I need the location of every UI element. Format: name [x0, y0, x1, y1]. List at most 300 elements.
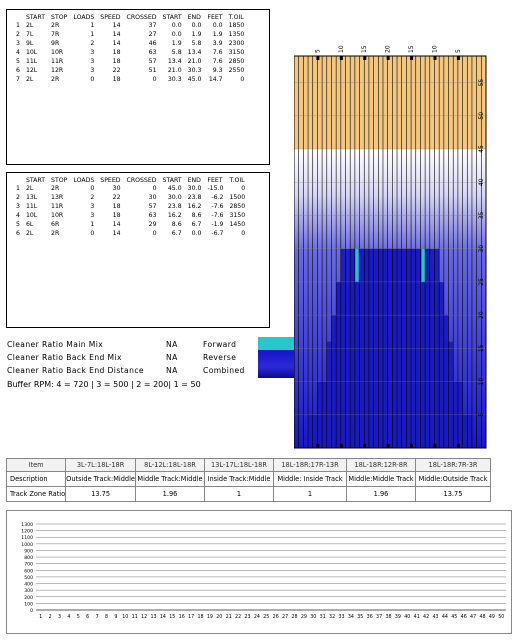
distance-label: 40	[478, 178, 485, 187]
column-header: FEET	[207, 177, 223, 184]
x-tick-label: 47	[470, 615, 477, 620]
board-label: 10	[431, 45, 439, 53]
table-cell: 18	[112, 58, 121, 65]
x-tick-label: 9	[114, 615, 118, 620]
x-tick-label: 33	[338, 615, 345, 620]
table-cell: -7.6	[211, 203, 224, 210]
y-tick-label: 800	[24, 556, 33, 562]
reverse-runs-panel	[6, 172, 270, 328]
zone-ratio: 13.75	[66, 487, 136, 502]
x-tick-label: 19	[206, 615, 213, 620]
table-row	[13, 30, 247, 39]
x-tick-label: 29	[300, 615, 307, 620]
column-header: START	[25, 14, 46, 21]
table-cell: 18	[112, 203, 121, 210]
table-cell: 46	[148, 40, 157, 47]
x-tick-label: 10	[122, 615, 129, 620]
table-cell: 1.9	[191, 31, 202, 38]
table-cell: 11R	[51, 58, 64, 65]
x-tick-label: 24	[253, 615, 260, 620]
table-cell: 13L	[25, 194, 38, 201]
zone-ratio: 1.96	[347, 487, 416, 502]
table-cell: 18	[112, 76, 121, 83]
distance-label: 25	[478, 278, 485, 286]
table-cell: 30.0	[187, 185, 202, 192]
distance-label: 50	[478, 111, 485, 120]
table-cell: 0	[90, 185, 95, 192]
x-tick-label: 30	[310, 615, 317, 620]
table-cell: 30.3	[187, 67, 202, 74]
table-cell: 7	[16, 76, 20, 83]
zone-description: Middle Track:Middle	[136, 472, 205, 487]
table-cell: 0	[152, 230, 157, 237]
table-cell: 1.9	[171, 40, 182, 47]
zone-column-header: 18L-18R:7R-3R	[416, 459, 491, 472]
table-cell: 57	[148, 58, 157, 65]
table-cell: 3150	[229, 212, 246, 219]
zone-column-header: 8L-12L:18L-18R	[136, 459, 205, 472]
table-cell: 45.0	[167, 185, 182, 192]
table-cell: 7L	[25, 31, 34, 38]
table-row	[13, 211, 248, 220]
table-cell: -7.6	[211, 212, 224, 219]
x-tick-label: 7	[95, 615, 99, 620]
table-cell: 22	[112, 67, 121, 74]
light-oil-region	[294, 149, 486, 249]
column-header: T.OIL	[228, 14, 244, 21]
board-label: 10	[337, 45, 345, 53]
board-label: 15	[361, 45, 369, 53]
table-cell: 1	[90, 22, 95, 29]
table-cell: 1350	[228, 31, 245, 38]
column-header	[13, 14, 23, 21]
zone-ratio: 1	[274, 487, 347, 502]
table-cell: 2	[16, 194, 20, 201]
x-tick-label: 1	[39, 615, 43, 620]
board-label: 20	[384, 45, 392, 53]
y-tick-label: 300	[24, 589, 33, 595]
x-tick-label: 43	[432, 615, 439, 620]
y-tick-label: 1000	[21, 542, 33, 548]
table-cell: 1	[90, 221, 95, 228]
zone-column-header: 3L-7L:18L-18R	[66, 459, 136, 472]
y-tick-label: 100	[24, 602, 33, 608]
x-tick-label: 39	[394, 615, 401, 620]
ratio-back-end-distance	[7, 366, 144, 375]
zone-description: Inside Track:Middle	[205, 472, 274, 487]
x-tick-label: 18	[197, 615, 204, 620]
x-tick-label: 12	[141, 615, 148, 620]
table-cell: 5.8	[171, 49, 182, 56]
table-cell: 63	[148, 212, 157, 219]
target-arrow	[410, 56, 413, 60]
table-cell: 0.0	[191, 22, 202, 29]
table-cell: 1500	[229, 194, 246, 201]
target-arrow	[340, 56, 343, 60]
table-cell: 11L	[25, 58, 38, 65]
y-tick-label: 1200	[21, 529, 33, 535]
table-row	[13, 48, 247, 57]
table-cell: 2850	[229, 203, 246, 210]
y-tick-label: 0	[30, 609, 33, 614]
table-cell: 2L	[25, 22, 34, 29]
column-header	[13, 177, 23, 184]
distance-label: 45	[478, 145, 485, 153]
table-cell: 14.7	[208, 76, 223, 83]
ratio-back-end-mix-value: NA	[166, 353, 178, 362]
zone-description: Middle:Middle Track	[347, 472, 416, 487]
column-header: STOP	[51, 14, 68, 21]
table-cell: 14	[112, 230, 121, 237]
distance-label: 30	[478, 244, 485, 253]
target-arrow	[433, 56, 436, 60]
x-tick-label: 14	[159, 615, 166, 620]
table-cell: 12L	[25, 67, 38, 74]
forward-runs-panel	[6, 9, 270, 165]
table-cell: -6.2	[211, 194, 224, 201]
table-cell: 22	[112, 194, 121, 201]
table-row	[13, 220, 248, 229]
table-cell: -6.7	[211, 230, 224, 237]
table-cell: 11L	[25, 203, 38, 210]
table-row	[13, 57, 247, 66]
table-cell: 2R	[51, 230, 60, 237]
table-cell: 6L	[25, 221, 34, 228]
x-tick-label: 20	[216, 615, 223, 620]
table-row	[13, 66, 247, 75]
x-tick-label: 5	[76, 615, 80, 620]
table-cell: 27	[148, 31, 157, 38]
table-cell: 51	[148, 67, 157, 74]
table-cell: 6.7	[171, 230, 182, 237]
table-cell: 29	[148, 221, 157, 228]
table-cell: 6	[16, 67, 20, 74]
table-cell: 0	[240, 76, 245, 83]
table-cell: 1850	[228, 22, 245, 29]
table-cell: 2	[16, 31, 20, 38]
table-cell: 7R	[51, 31, 60, 38]
table-cell: 16.2	[167, 212, 182, 219]
table-cell: 8.6	[171, 221, 182, 228]
forward-edge-right	[421, 249, 425, 282]
table-cell: 3	[90, 67, 95, 74]
y-tick-label: 500	[24, 575, 33, 581]
column-header: FEET	[207, 14, 223, 21]
table-cell: 2300	[228, 40, 245, 47]
distance-label: 55	[478, 78, 485, 87]
table-cell: 2L	[25, 230, 34, 237]
zone-header-row	[7, 459, 491, 472]
table-cell: 30	[112, 185, 121, 192]
distance-label: 15	[478, 344, 485, 353]
target-dot	[340, 444, 343, 448]
table-cell: 7.6	[212, 58, 223, 65]
table-cell: 1	[16, 185, 20, 192]
zone-ratio: 13.75	[416, 487, 491, 502]
table-cell: 23.8	[187, 194, 202, 201]
ratio-label: Cleaner Ratio Back End Mix	[7, 353, 122, 362]
table-row	[13, 39, 247, 48]
table-cell: 12R	[51, 67, 64, 74]
oil-step	[308, 415, 472, 448]
table-cell: 6	[16, 230, 20, 237]
ratio-main-mix-value: NA	[166, 340, 178, 349]
distance-label: 5	[478, 412, 485, 417]
board-label: 5	[454, 49, 462, 53]
table-cell: 0.0	[171, 22, 182, 29]
table-cell: 9L	[25, 40, 34, 47]
table-cell: 4	[16, 49, 20, 56]
column-header: STOP	[51, 177, 68, 184]
column-header: CROSSED	[126, 177, 157, 184]
lane-oil-map	[294, 40, 490, 455]
zone-description: Middle:Outside Track	[416, 472, 491, 487]
table-cell: 0	[90, 230, 95, 237]
target-dot	[457, 444, 460, 448]
column-header: LOADS	[73, 14, 95, 21]
x-tick-label: 34	[347, 615, 354, 620]
zone-ratio-label: Track Zone Ratio	[7, 487, 66, 502]
x-tick-label: 22	[235, 615, 242, 620]
target-dot	[433, 444, 436, 448]
table-cell: 3	[90, 212, 95, 219]
column-header: END	[187, 177, 201, 184]
forward-runs-table	[13, 14, 247, 84]
column-header: SPEED	[100, 177, 121, 184]
table-cell: 3	[16, 40, 20, 47]
forward-edge-left	[355, 249, 359, 282]
y-tick-label: 700	[24, 562, 33, 568]
x-tick-label: 23	[244, 615, 251, 620]
legend-forward-label: Forward	[203, 340, 237, 349]
x-tick-label: 35	[357, 615, 364, 620]
x-tick-label: 11	[131, 615, 138, 620]
y-tick-label: 400	[24, 582, 33, 588]
distance-label: 20	[478, 311, 485, 319]
x-tick-label: 32	[329, 615, 336, 620]
column-header: START	[162, 177, 182, 184]
table-cell: 13R	[51, 194, 64, 201]
target-dot	[387, 444, 390, 448]
table-cell: 10R	[51, 49, 64, 56]
table-cell: 0	[152, 185, 157, 192]
table-cell: 11R	[51, 203, 64, 210]
table-cell: 6R	[51, 221, 60, 228]
x-tick-label: 38	[385, 615, 392, 620]
table-cell: 10L	[25, 49, 38, 56]
x-tick-label: 4	[67, 615, 71, 620]
table-cell: 6.7	[191, 221, 202, 228]
table-cell: 14	[112, 31, 121, 38]
column-header: END	[187, 14, 201, 21]
table-row	[13, 184, 248, 193]
table-cell: 5	[16, 221, 20, 228]
oil-distribution-chart	[6, 510, 512, 634]
table-cell: 1450	[229, 221, 246, 228]
x-tick-label: 41	[413, 615, 420, 620]
table-cell: 3.9	[212, 40, 223, 47]
x-tick-label: 28	[291, 615, 298, 620]
table-cell: 5	[16, 58, 20, 65]
table-cell: 14	[112, 40, 121, 47]
x-tick-label: 36	[366, 615, 373, 620]
ratio-main-mix	[7, 340, 103, 349]
table-cell: 30.0	[167, 194, 182, 201]
distance-label: 35	[478, 211, 485, 220]
legend-reverse-label: Reverse	[203, 353, 237, 362]
target-dot	[410, 444, 413, 448]
column-header: START	[162, 14, 182, 21]
target-arrow	[457, 56, 460, 60]
distance-label: 10	[478, 377, 485, 386]
ratio-back-end-distance-value: NA	[166, 366, 178, 375]
column-header: T.OIL	[229, 177, 245, 184]
y-tick-label: 600	[24, 569, 33, 575]
target-arrow	[387, 56, 390, 60]
table-cell: -1.9	[211, 221, 224, 228]
table-row	[13, 75, 247, 84]
x-tick-label: 42	[423, 615, 430, 620]
table-cell: 10R	[51, 212, 64, 219]
column-header: SPEED	[100, 14, 121, 21]
table-cell: 2L	[25, 76, 34, 83]
table-cell: 0.0	[171, 31, 182, 38]
dry-back-end-region	[294, 56, 486, 149]
x-tick-label: 17	[188, 615, 195, 620]
x-tick-label: 25	[263, 615, 270, 620]
board-label: 5	[314, 49, 322, 53]
reverse-runs-table	[13, 177, 248, 238]
x-tick-label: 2	[48, 615, 52, 620]
table-row	[13, 21, 247, 30]
table-row	[13, 229, 248, 238]
table-cell: 30.3	[167, 76, 182, 83]
y-tick-label: 900	[24, 549, 33, 555]
table-cell: 2L	[25, 185, 34, 192]
x-tick-label: 46	[460, 615, 467, 620]
table-cell: 2	[90, 40, 95, 47]
table-cell: 13.4	[187, 49, 202, 56]
table-cell: -15.0	[207, 185, 224, 192]
x-tick-label: 48	[479, 615, 486, 620]
ratio-label: Cleaner Ratio Main Mix	[7, 340, 104, 349]
legend-combined-label: Combined	[203, 366, 245, 375]
legend-reverse-swatch	[258, 350, 295, 378]
table-cell: 1	[16, 22, 20, 29]
target-arrow	[363, 56, 366, 60]
zone-column-header: 18L-18R:12R-8R	[347, 459, 416, 472]
ratio-back-end-mix	[7, 353, 122, 362]
table-cell: 21.0	[167, 67, 182, 74]
table-cell: 2R	[51, 22, 60, 29]
x-tick-label: 26	[272, 615, 279, 620]
table-cell: 3	[90, 58, 95, 65]
table-cell: 0	[152, 76, 157, 83]
target-dot	[363, 444, 366, 448]
table-cell: 16.2	[187, 203, 202, 210]
table-cell: 14	[112, 221, 121, 228]
table-cell: 0	[241, 185, 246, 192]
table-cell: 63	[148, 49, 157, 56]
table-cell: 0	[90, 76, 95, 83]
x-tick-label: 27	[282, 615, 289, 620]
table-cell: 2R	[51, 185, 60, 192]
x-tick-label: 49	[488, 615, 495, 620]
buffer-rpm: Buffer RPM: 4 = 720 | 3 = 500 | 2 = 200| 1 = 50	[7, 380, 201, 389]
table-header-row	[13, 14, 247, 21]
table-cell: 2R	[51, 76, 60, 83]
x-tick-label: 45	[451, 615, 458, 620]
table-cell: 14	[112, 22, 121, 29]
table-cell: 21.0	[187, 58, 202, 65]
x-tick-label: 44	[441, 615, 448, 620]
table-cell: 37	[148, 22, 157, 29]
legend-forward-swatch	[258, 337, 295, 350]
target-arrow	[316, 56, 319, 60]
table-cell: 0.0	[212, 22, 223, 29]
table-cell: 4	[16, 212, 20, 219]
x-tick-label: 8	[104, 615, 109, 620]
track-zone-table	[6, 458, 491, 502]
zone-description-label: Description	[7, 472, 66, 487]
board-label: 15	[408, 45, 416, 53]
table-cell: 5.8	[191, 40, 202, 47]
zone-description: Middle: Inside Track	[274, 472, 347, 487]
table-row	[13, 202, 248, 211]
column-header: CROSSED	[126, 14, 157, 21]
table-cell: 30	[148, 194, 157, 201]
zone-ratio: 1.96	[136, 487, 205, 502]
zone-ratio-row	[7, 487, 491, 502]
table-cell: 23.8	[167, 203, 182, 210]
x-tick-label: 16	[178, 615, 185, 620]
target-dot	[316, 444, 319, 448]
column-header: LOADS	[73, 177, 95, 184]
y-tick-label: 1300	[21, 523, 33, 528]
table-cell: 18	[112, 212, 121, 219]
ratio-label: Cleaner Ratio Back End Distance	[7, 366, 144, 375]
x-tick-label: 6	[86, 615, 90, 620]
table-cell: 10L	[25, 212, 38, 219]
x-tick-label: 40	[404, 615, 411, 620]
table-cell: 1.9	[212, 31, 223, 38]
table-cell: 18	[112, 49, 121, 56]
x-tick-label: 37	[376, 615, 383, 620]
table-cell: 0	[241, 230, 246, 237]
table-row	[13, 193, 248, 202]
table-cell: 13.4	[167, 58, 182, 65]
table-cell: 7.6	[212, 49, 223, 56]
zone-column-header: 13L-17L:18L-18R	[205, 459, 274, 472]
column-header: START	[25, 177, 46, 184]
table-cell: 8.6	[191, 212, 202, 219]
table-cell: 2850	[228, 58, 245, 65]
table-header-row	[13, 177, 248, 184]
x-tick-label: 21	[225, 615, 232, 620]
table-cell: 9R	[51, 40, 60, 47]
x-tick-label: 31	[319, 615, 326, 620]
table-cell: 3	[16, 203, 20, 210]
table-cell: 0.0	[191, 230, 202, 237]
y-tick-label: 1100	[21, 536, 33, 542]
table-cell: 9.3	[212, 67, 223, 74]
zone-column-header: 18L-18R:17R-13R	[274, 459, 347, 472]
x-tick-label: 13	[150, 615, 157, 620]
zone-description: Outside Track:Middle	[66, 472, 136, 487]
table-cell: 1	[90, 31, 95, 38]
zone-ratio: 1	[205, 487, 274, 502]
x-tick-label: 50	[498, 615, 505, 620]
